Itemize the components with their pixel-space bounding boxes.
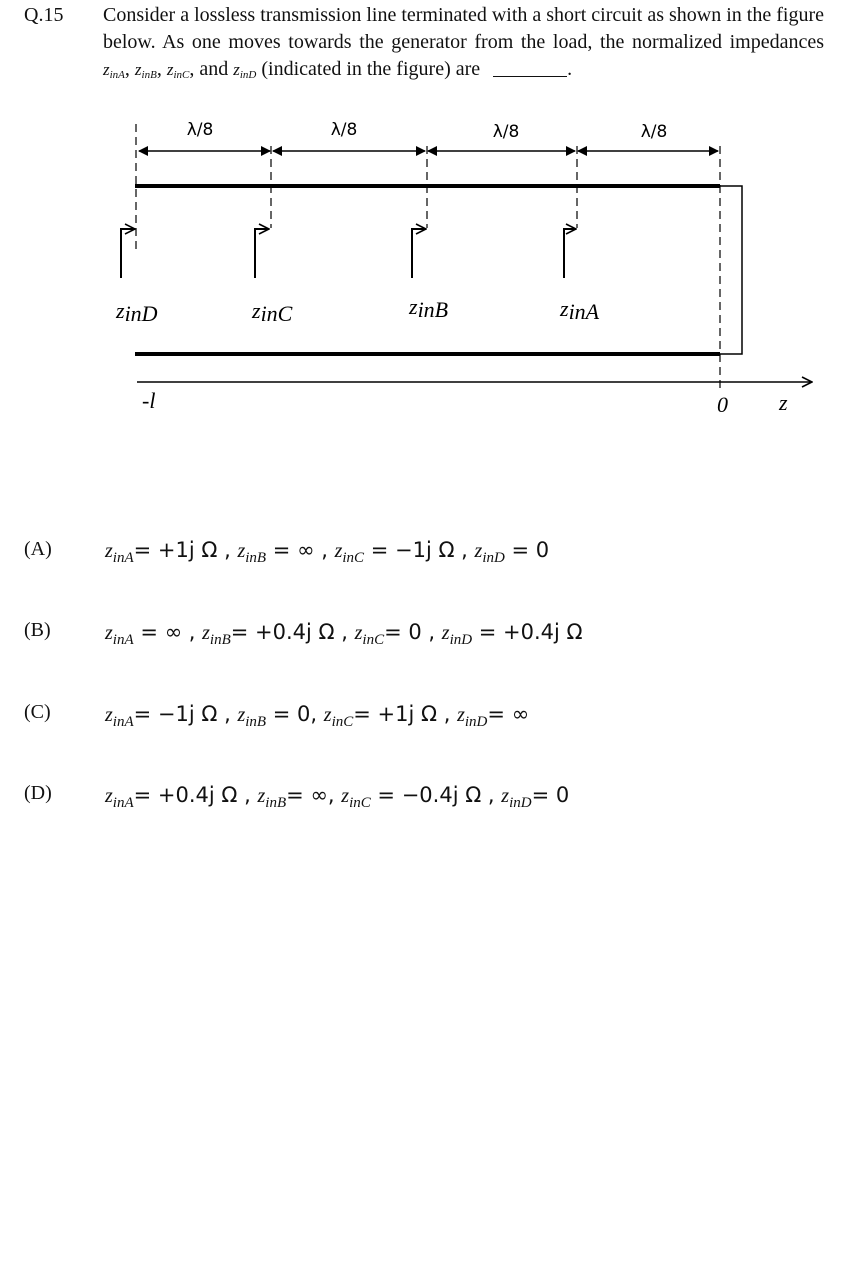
- impedance-arrow-b: [412, 229, 426, 278]
- inline-z-inc: $z_{inC}$: [166, 60, 190, 81]
- question-text-end: (indicated in the figure) are: [256, 58, 486, 80]
- option-b-text: $z_{inA}$ = ∞ , $z_{inB}= +0.4j$ Ω , $z_{inC}= 0$ , $z_{inD} = +0.4j$ Ω: [105, 620, 583, 648]
- axis-label-z: z: [779, 390, 788, 415]
- z-label-ina: zinA: [560, 296, 600, 324]
- transmission-line-figure: [0, 100, 844, 430]
- z-label-inc: zinC: [252, 298, 293, 326]
- lambda-label-3: λ/8: [492, 122, 520, 142]
- lambda-label-1: λ/8: [186, 120, 214, 140]
- option-c-text: $z_{inA}= -1j$ Ω , $z_{inB} = 0$, $z_{inC}= +1j$ Ω , $z_{inD}=$ ∞: [105, 702, 530, 730]
- option-d-text: $z_{inA}= +0.4j$ Ω , $z_{inB}=$ ∞, $z_{inC} = -0.4j$ Ω , $z_{inD}= 0$: [105, 783, 570, 811]
- impedance-arrow-c: [255, 229, 269, 278]
- question-number: Q.15: [24, 4, 64, 26]
- short-circuit-termination: [720, 186, 742, 354]
- option-c-label: (C): [24, 701, 51, 723]
- axis-label-minus-l: -l: [142, 388, 156, 413]
- option-d-label: (D): [24, 782, 52, 804]
- answer-blank: [493, 58, 567, 77]
- option-b-label: (B): [24, 619, 51, 641]
- impedance-arrow-a: [564, 229, 576, 278]
- lambda-label-2: λ/8: [330, 120, 358, 140]
- question-text-start: Consider a lossless transmission line terminated with a short circuit as shown in the figure below. As one moves towards the generator from the load, the normalized impedances: [103, 4, 824, 53]
- impedance-arrow-d: [121, 229, 135, 278]
- inline-z-ina: $z_{inA}$: [103, 60, 125, 81]
- inline-z-inb: $z_{inB}$: [134, 60, 157, 81]
- question-text: Consider a lossless transmission line terminated with a short circuit as shown in the figure below. As one moves towards the generator from the load, the normalized impedances $z_{inA}$, $z_{inB}$, $z_{inC}$, and $z_{inD}$ (indicated in the figure) are .: [103, 4, 824, 81]
- option-a-label: (A): [24, 538, 52, 560]
- inline-z-ind: $z_{inD}$: [233, 60, 257, 81]
- lambda-label-4: λ/8: [640, 122, 668, 142]
- z-label-ind: zinD: [116, 298, 158, 326]
- z-label-inb: zinB: [409, 294, 449, 322]
- axis-label-zero: 0: [717, 392, 728, 417]
- option-a-text: $z_{inA}= +1j$ Ω , $z_{inB}$ = ∞ , $z_{inC} = -1j$ Ω , $z_{inD} = 0$: [105, 538, 550, 566]
